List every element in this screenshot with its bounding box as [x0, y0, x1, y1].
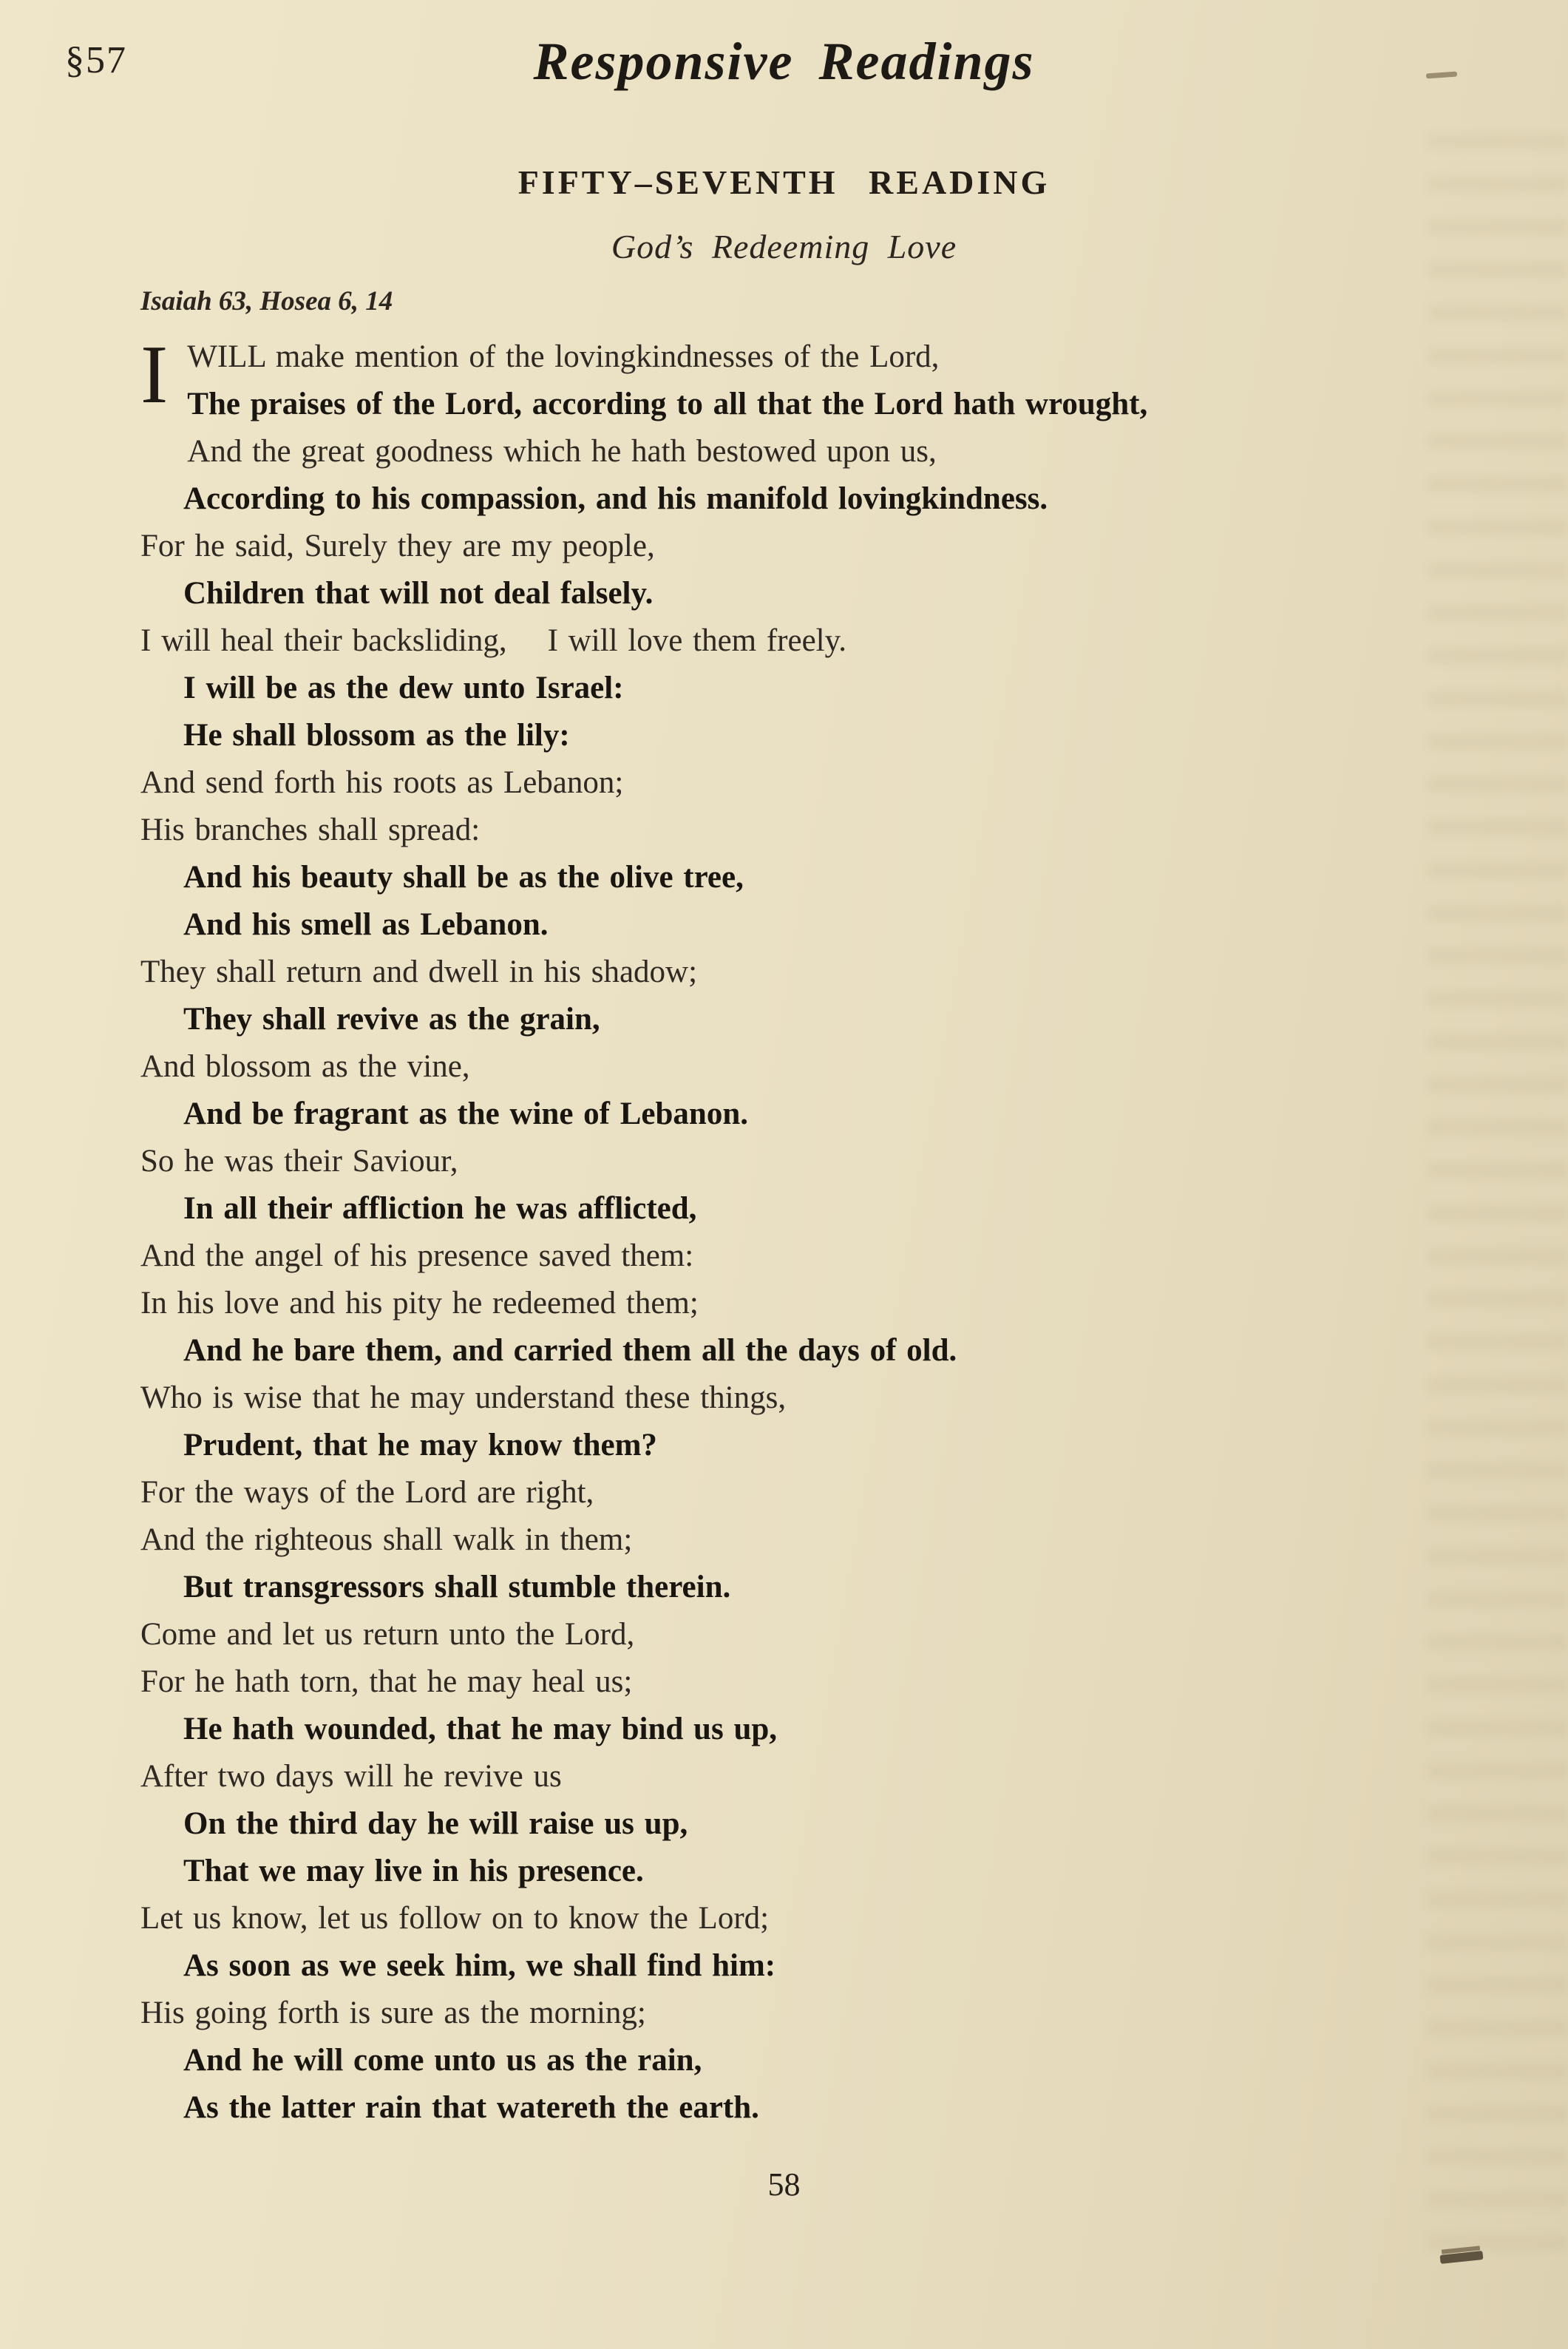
scripture-reference: Isaiah 63, Hosea 6, 14 — [140, 286, 393, 316]
reading-line: And his beauty shall be as the olive tree, — [183, 860, 744, 895]
reading-line: In his love and his pity he redeemed them; — [140, 1286, 699, 1321]
reading-line: Prudent, that he may know them? — [183, 1428, 657, 1462]
reading-line: For the ways of the Lord are right, — [140, 1475, 594, 1510]
page-number: 58 — [767, 2166, 801, 2203]
reading-line: And he bare them, and carried them all the days of old. — [183, 1333, 957, 1368]
reading-line: On the third day he will raise us up, — [183, 1806, 688, 1841]
reading-line: His branches shall spread: — [140, 813, 481, 847]
reading-line: As the latter rain that watereth the earth. — [183, 2090, 759, 2125]
reading-content — [0, 163, 1568, 2203]
drop-cap: I — [140, 329, 169, 421]
reading-line: And the angel of his presence saved them: — [140, 1238, 694, 1273]
reading-line: Children that will not deal falsely. — [183, 576, 654, 611]
running-title: Responsive Readings — [533, 32, 1035, 91]
reading-line: Who is wise that he may understand these things, — [140, 1380, 787, 1415]
reading-line: And he will come unto us as the rain, — [183, 2043, 702, 2078]
reading-line: So he was their Saviour, — [140, 1144, 458, 1179]
reading-line: But transgressors shall stumble therein. — [183, 1570, 731, 1604]
reading-line: And blossom as the vine, — [140, 1049, 470, 1084]
reading-line: And the righteous shall walk in them; — [140, 1522, 633, 1557]
reading-line: That we may live in his presence. — [183, 1854, 644, 1888]
reading-line: And the great goodness which he hath bestowed upon us, — [187, 434, 937, 469]
reading-title: FIFTY–SEVENTH READING — [517, 163, 1051, 201]
reading-line: And his smell as Lebanon. — [183, 907, 549, 942]
reading-line: And be fragrant as the wine of Lebanon. — [183, 1096, 748, 1131]
reading-line: His going forth is sure as the morning; — [140, 1996, 646, 2030]
reading-line: They shall return and dwell in his shadow; — [140, 955, 698, 989]
reading-line: I will heal their backsliding, I will love them freely. — [140, 623, 847, 658]
reading-line: And send forth his roots as Lebanon; — [140, 765, 624, 800]
page-header — [0, 31, 1568, 105]
reading-line: In all their affliction he was afflicted, — [183, 1191, 697, 1226]
reading-line: As soon as we seek him, we shall find him: — [183, 1948, 776, 1983]
reading-line: After two days will he revive us — [140, 1759, 562, 1794]
reading-line: According to his compassion, and his manifold lovingkindness. — [183, 481, 1048, 516]
scan-artifact-bottom-right — [1440, 2251, 1484, 2264]
reading-line: They shall revive as the grain, — [183, 1002, 600, 1037]
reading-line: I will be as the dew unto Israel: — [183, 671, 624, 705]
reading-line: He hath wounded, that he may bind us up, — [183, 1712, 778, 1746]
reading-subtitle: God’s Redeeming Love — [611, 228, 957, 265]
reading-line: He shall blossom as the lily: — [183, 718, 570, 753]
reading-line: For he hath torn, that he may heal us; — [140, 1664, 633, 1699]
reading-line: Come and let us return unto the Lord, — [140, 1617, 635, 1652]
reading-line: WILL make mention of the lovingkindnesses of the Lord, — [187, 339, 940, 374]
reading-line: The praises of the Lord, according to all that the Lord hath wrought, — [187, 387, 1148, 421]
reading-line: For he said, Surely they are my people, — [140, 529, 655, 563]
reading-body — [140, 329, 1383, 2132]
section-number: §57 — [65, 39, 127, 81]
reading-line: Let us know, let us follow on to know the Lord; — [140, 1901, 770, 1936]
